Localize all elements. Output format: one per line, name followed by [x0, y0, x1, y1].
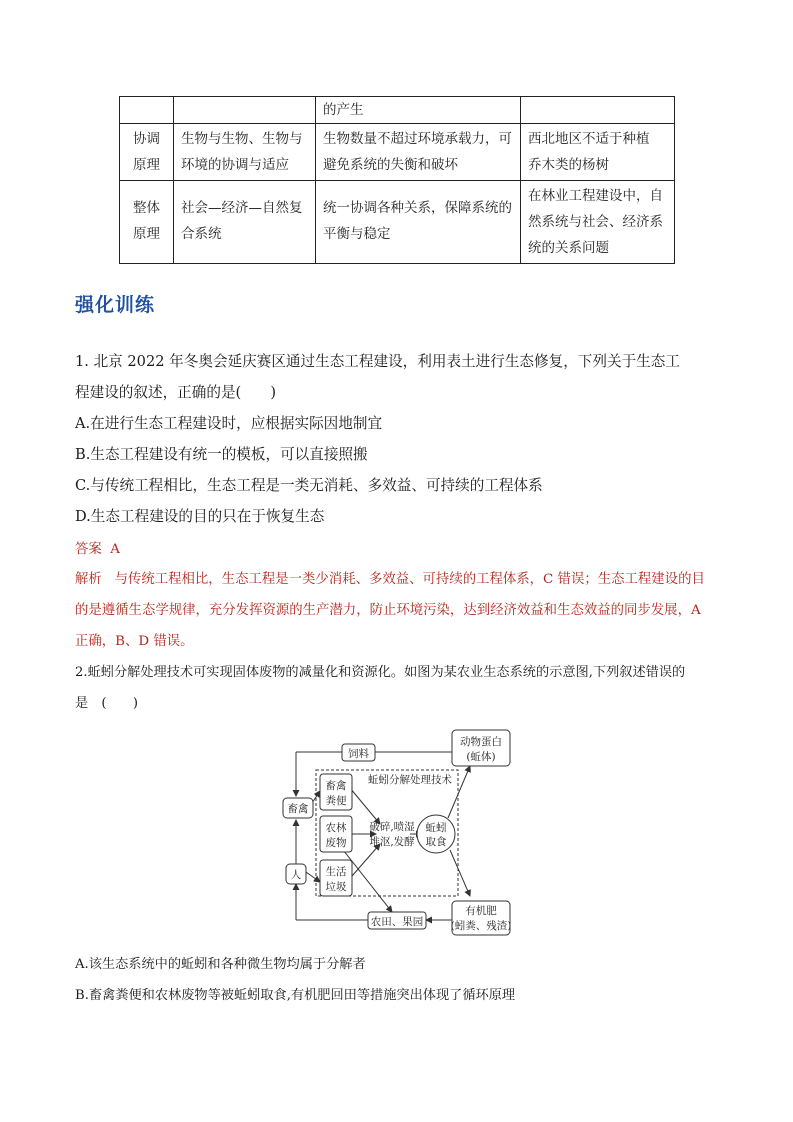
q1-option-b: B.生态工程建设有统一的模板，可以直接照搬 [75, 446, 368, 463]
q1-explain-line1 [75, 570, 705, 590]
process-label-2: 堆沤,发酵 [369, 836, 415, 848]
arrow-manure-to-process [350, 788, 380, 824]
arrow-worm-to-fertilizer [450, 850, 470, 896]
feed-label: 饲料 [348, 748, 369, 760]
table-cell: 统一协调各种关系，保障系统的 平衡与稳定 [316, 181, 521, 264]
protein-label-2: (蚯体) [466, 751, 496, 763]
q2-option-b: B.畜禽粪便和农林废物等被蚯蚓取食,有机肥回田等措施突出体现了循环原理 [75, 988, 516, 1003]
q1-option-d: D.生态工程建设的目的只在于恢复生态 [75, 508, 325, 525]
manure-label-1: 畜禽 [325, 780, 347, 792]
table-cell: 社会—经济—自然复 合系统 [174, 181, 316, 264]
table-cell: 整体 原理 [120, 181, 174, 264]
table-row [120, 97, 675, 124]
answer-value: A [110, 542, 120, 557]
principles-table [119, 96, 675, 264]
q1-explain-line3: 正确，B、D 错误。 [75, 634, 194, 649]
q2-stem-line1: 2.蚯蚓分解处理技术可实现固体废物的减量化和资源化。如图为某农业生态系统的示意图,下列叙述错误的 [75, 665, 686, 680]
waste-label-2: 废物 [325, 837, 347, 849]
section-title: 强化训练 [75, 294, 156, 316]
explain-label: 解析 [75, 572, 102, 587]
table-cell: 在林业工程建设中，自 然系统与社会、经济系 统的关系问题 [521, 181, 675, 264]
garbage-label-2: 垃圾 [325, 881, 347, 893]
worm-label-1: 蚯蚓 [425, 822, 447, 834]
q1-explain-line2: 的是遵循生态学规律，充分发挥资源的生产潜力，防止环境污染，达到经济效益和生态效益的同步发展，A [75, 603, 701, 618]
table-cell [120, 97, 174, 124]
q2-stem-line2: 是 ( ) [75, 696, 139, 711]
q1-answer [75, 540, 120, 560]
livestock-label: 畜禽 [287, 803, 309, 815]
arrow-garbage-to-process [352, 844, 380, 876]
protein-label-1: 动物蛋白 [460, 736, 502, 748]
q2-option-a: A.该生态系统中的蚯蚓和各种微生物均属于分解者 [75, 957, 366, 972]
manure-label-2: 粪便 [325, 795, 347, 807]
worm-label-2: 取食 [425, 836, 447, 848]
explain-text: 与传统工程相比，生态工程是一类少消耗、多效益、可持续的工程体系，C 错误；生态工程建设的目 [114, 572, 705, 587]
table-row [120, 124, 675, 181]
farm-label: 农田、果园 [370, 916, 424, 928]
q1-stem-line1: 1. 北京 2022 年冬奥会延庆赛区通过生态工程建设，利用表土进行生态修复，下列关于生态工 [75, 353, 680, 370]
table-cell: 的产生 [316, 97, 521, 124]
waste-label-1: 农林 [325, 822, 347, 834]
garbage-label-1: 生活 [325, 866, 347, 878]
table-cell [521, 97, 675, 124]
table-row [120, 181, 675, 264]
fertilizer-label-2: (蚓粪、残渣) [450, 920, 512, 932]
q1-stem-line2: 程建设的叙述，正确的是( ) [75, 384, 277, 401]
arrow-human-to-garbage [306, 872, 320, 882]
table-cell: 西北地区不适于种植 乔木类的杨树 [521, 124, 675, 181]
table-cell [174, 97, 316, 124]
table-cell: 协调 原理 [120, 124, 174, 181]
human-label: 人 [290, 869, 302, 881]
fertilizer-label-1: 有机肥 [465, 905, 497, 917]
technique-label: 蚯蚓分解处理技术 [368, 774, 452, 786]
table-cell: 生物与生物、生物与 环境的协调与适应 [174, 124, 316, 181]
ecosystem-diagram [280, 726, 520, 936]
process-label-1: 破碎,喷湿 [369, 821, 415, 833]
table-cell: 生物数量不超过环境承载力，可 避免系统的失衡和破坏 [316, 124, 521, 181]
q1-option-a: A.在进行生态工程建设时，应根据实际因地制宜 [75, 415, 383, 432]
answer-label: 答案 [75, 542, 102, 557]
q1-option-c: C.与传统工程相比，生态工程是一类无消耗、多效益、可持续的工程体系 [75, 477, 543, 494]
